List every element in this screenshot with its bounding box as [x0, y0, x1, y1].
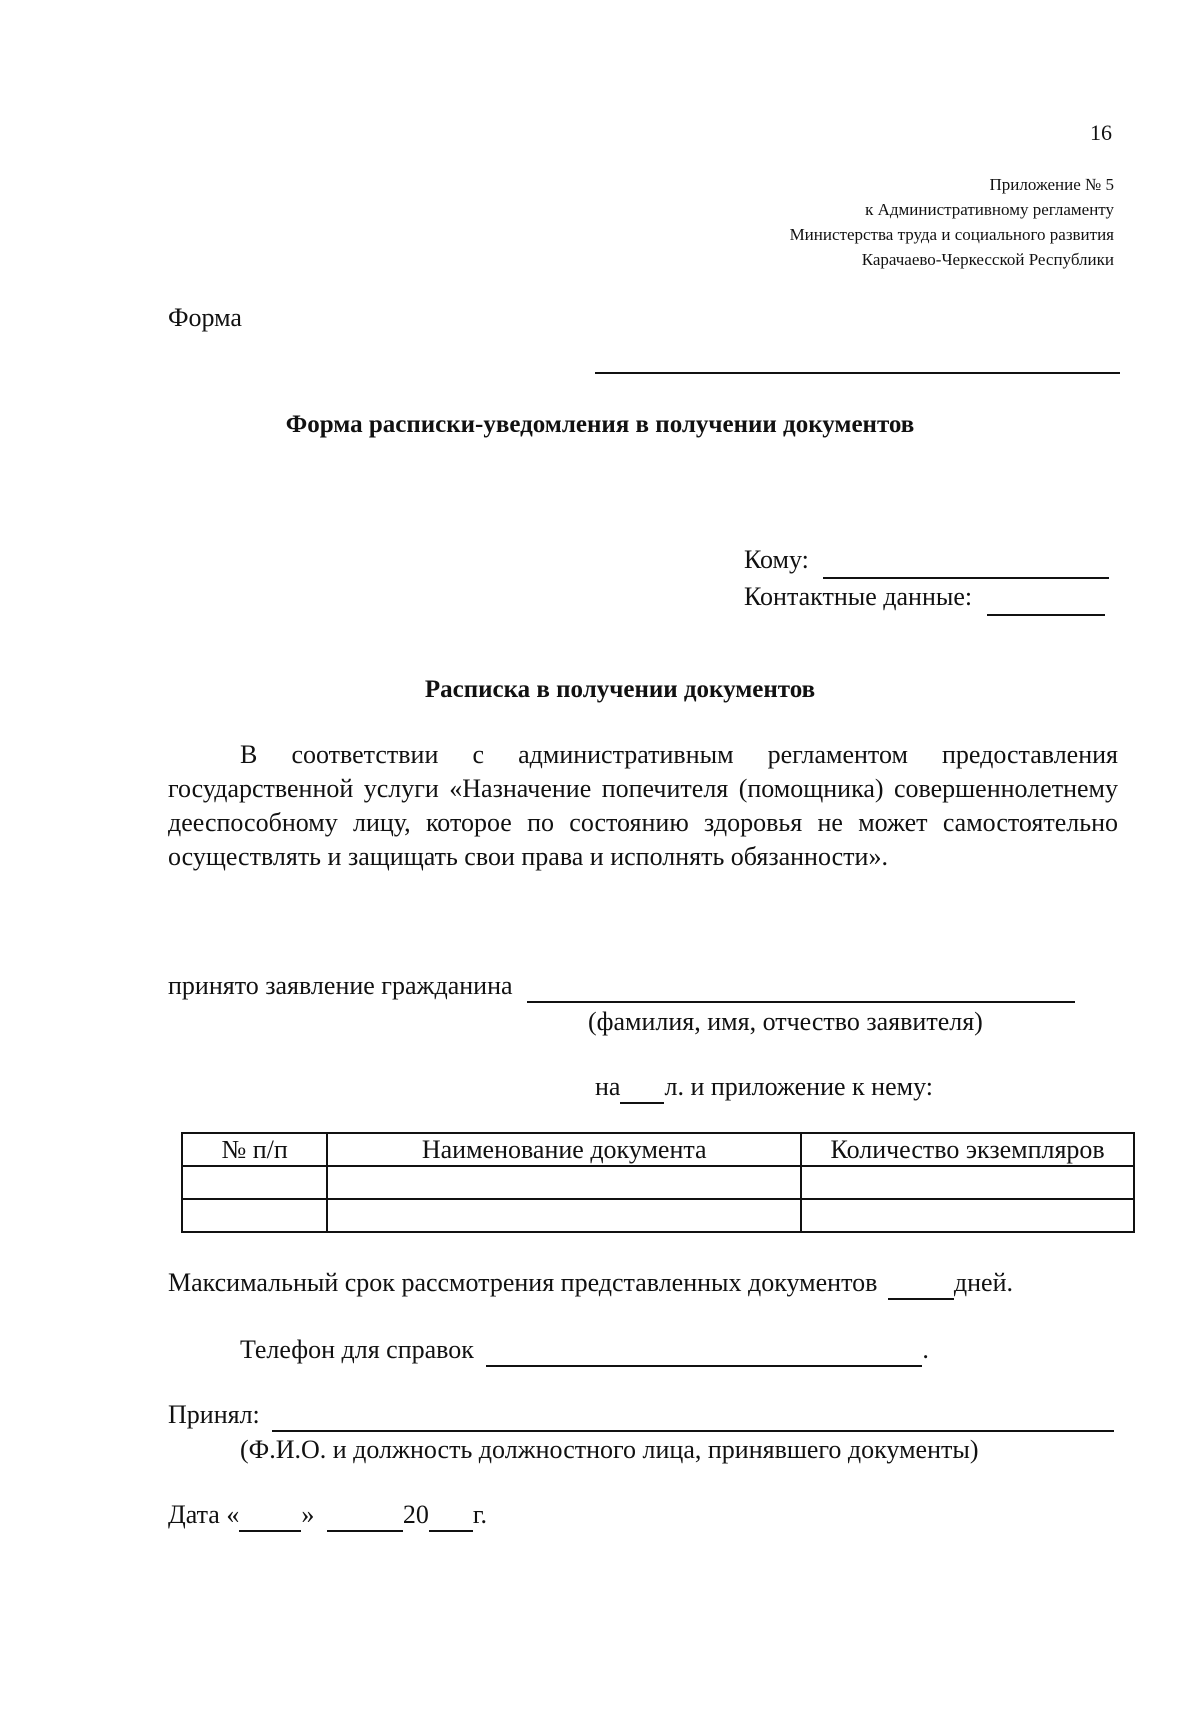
- receipt-title: Расписка в получении документов: [424, 676, 816, 703]
- page-number: 16: [1090, 120, 1112, 145]
- recipient-contacts-field[interactable]: [987, 579, 1105, 616]
- accepted-by-caption: (Ф.И.О. и должность должностного лица, принявшего документы): [240, 1435, 979, 1464]
- table-cell[interactable]: [801, 1166, 1134, 1199]
- table-header-copies: Количество экземпляров: [801, 1133, 1134, 1166]
- phone-label: Телефон для справок: [240, 1335, 474, 1364]
- recipient-contacts-label: Контактные данные:: [744, 582, 973, 611]
- date-day-field[interactable]: [239, 1500, 301, 1532]
- date-year-suffix: г.: [472, 1500, 488, 1529]
- date-year-field[interactable]: [429, 1500, 473, 1532]
- table-header-document-name: Наименование документа: [327, 1133, 801, 1166]
- recipient-block: [744, 542, 1109, 616]
- pages-prefix: на: [595, 1072, 621, 1101]
- table-row: [182, 1199, 1134, 1232]
- deadline-days-field[interactable]: [888, 1268, 954, 1300]
- recipient-to-row: [744, 542, 1109, 579]
- appendix-line-4: Карачаево-Черкесской Республики: [861, 250, 1114, 269]
- appendix-line-3: Министерства труда и социального развития: [789, 225, 1114, 244]
- pages-count-field[interactable]: [620, 1072, 664, 1104]
- recipient-to-label: Кому:: [744, 545, 809, 574]
- body-paragraph: В соответствии с административным регламентом предоставления государственной услуги «Назначение попечителя (помощника) совершеннолетнему дееспособному лицу, которое по состоянию здоровья не может самостоятельно осуществлять и защищать свои права и исполнять обязанности».: [168, 740, 1118, 871]
- pages-suffix: л. и приложение к нему:: [664, 1072, 933, 1101]
- table-row: [182, 1166, 1134, 1199]
- date-month-field[interactable]: [327, 1500, 403, 1532]
- accepted-application-row: [168, 971, 1075, 1003]
- table-cell[interactable]: [327, 1166, 801, 1199]
- date-label: Дата «: [168, 1500, 240, 1529]
- table-cell[interactable]: [182, 1166, 327, 1199]
- phone-field[interactable]: [486, 1335, 922, 1367]
- applicant-name-field[interactable]: [527, 971, 1075, 1003]
- table-cell[interactable]: [182, 1199, 327, 1232]
- document-title: Форма расписки-уведомления в получении документов: [285, 411, 915, 438]
- appendix-line-2: к Административному регламенту: [865, 200, 1114, 219]
- accepted-by-field[interactable]: [272, 1400, 1114, 1432]
- forma-label: Форма: [168, 303, 242, 332]
- date-year-prefix: 20: [402, 1500, 429, 1529]
- pages-row: [595, 1072, 933, 1104]
- table-cell[interactable]: [801, 1199, 1134, 1232]
- accepted-by-label: Принял:: [168, 1400, 260, 1429]
- deadline-row: [168, 1268, 1013, 1300]
- table-cell[interactable]: [327, 1199, 801, 1232]
- table-header-number: № п/п: [182, 1133, 327, 1166]
- phone-row: [240, 1335, 929, 1367]
- appendix-line-1: Приложение № 5: [989, 175, 1114, 194]
- deadline-suffix: дней.: [953, 1268, 1013, 1297]
- accepted-application-label: принято заявление гражданина: [168, 971, 513, 1000]
- date-close-quote: »: [301, 1500, 315, 1529]
- applicant-name-caption: (фамилия, имя, отчество заявителя): [588, 1007, 983, 1036]
- table-header-row: [182, 1133, 1134, 1166]
- documents-table: [181, 1132, 1135, 1233]
- top-blank-line[interactable]: [595, 372, 1120, 374]
- accepted-by-row: [168, 1400, 1114, 1432]
- date-row: [168, 1500, 487, 1532]
- recipient-contacts-row: [744, 579, 1109, 616]
- phone-suffix: .: [922, 1335, 929, 1364]
- deadline-label: Максимальный срок рассмотрения представленных документов: [168, 1268, 878, 1297]
- appendix-header: [790, 172, 1114, 272]
- recipient-to-field[interactable]: [823, 542, 1109, 579]
